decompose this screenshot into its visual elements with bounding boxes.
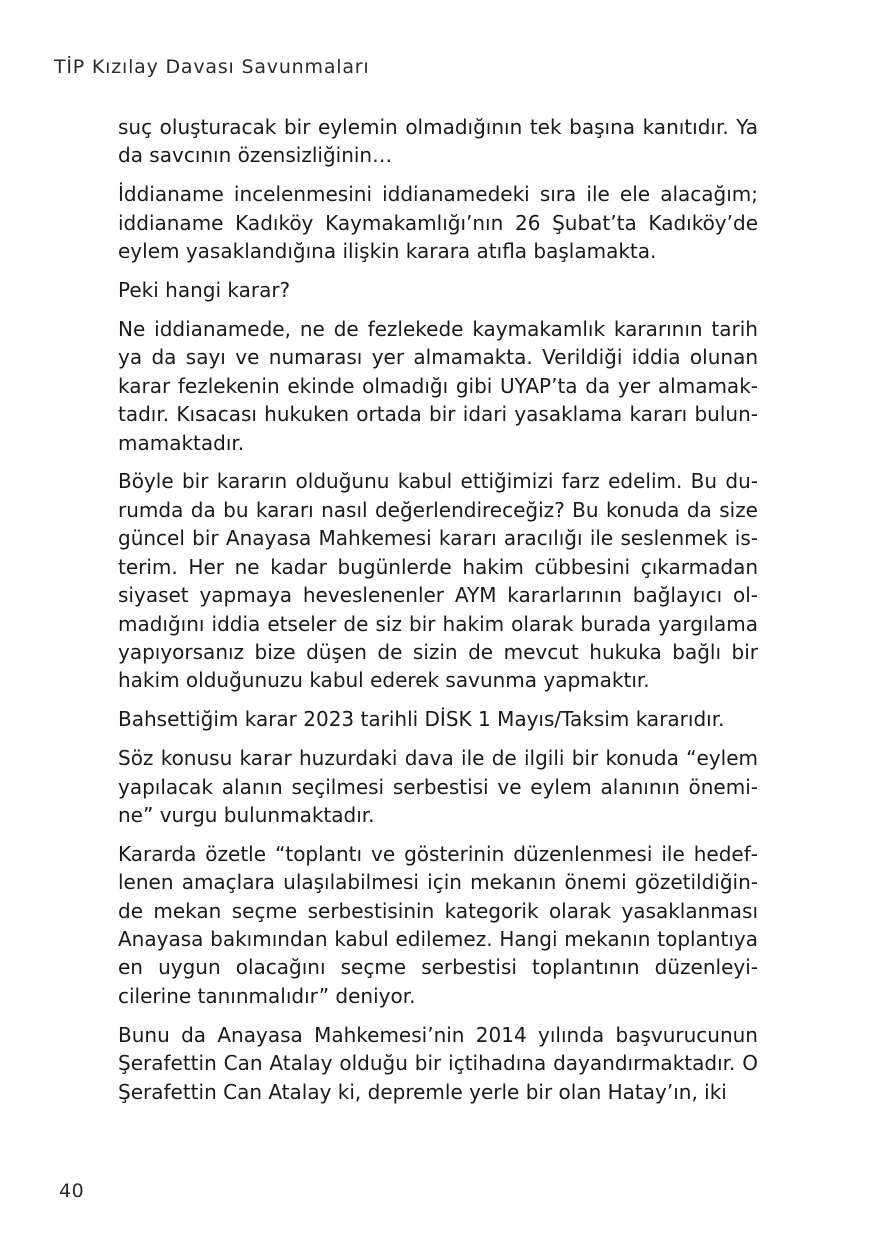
page-number: 40: [59, 1180, 85, 1202]
paragraph: Böyle bir kararın olduğunu kabul ettiğimizi farz edelim. Bu durumda da bu kararı nasıl değerlendireceğiz? Bu konuda da size güncel bir Anayasa Mahkemesi kararı aracılığı ile seslenmek isterim. Her ne kadar bugünlerde hakim cübbesini çıkarmadan siyaset yapmaya heveslenenler AYM kararlarının bağlayıcı olmadığını iddia etseler de siz bir hakim olarak burada yargılama yapıyorsanız bize düşen de sizin de mevcut hukuka bağlı bir hakim olduğunuzu kabul ederek savunma yapmaktır.: [118, 469, 758, 693]
paragraph: suç oluşturacak bir eylemin olmadığının tek başına kanıtıdır. Ya da savcının özensizliğinin…: [118, 115, 758, 168]
paragraph: Kararda özetle “toplantı ve gösterinin düzenlenmesi ile hedeflenen amaçlara ulaşılabilmesi için mekanın önemi gözetildiğinde mekan seçme serbestisinin kategorik olarak yasaklanması Anayasa bakımından kabul edilemez. Hangi mekanın toplantıya en uygun olacağını seçme serbestisi toplantının düzenleyicilerine tanınmalıdır” deniyor.: [118, 841, 758, 1008]
paragraph: İddianame incelenmesini iddianamedeki sıra ile ele alacağım; iddianame Kadıköy Kaymakamlığı’nın 26 Şubat’ta Kadıköy’de eylem yasaklandığına ilişkin karara atıfla başlamakta.: [118, 182, 758, 264]
running-header: TİP Kızılay Davası Savunmaları: [54, 56, 370, 78]
paragraph: Bahsettiğim karar 2023 tarihli DİSK 1 Mayıs/Taksim kararıdır.: [118, 707, 725, 732]
paragraph: Bunu da Anayasa Mahkemesi’nin 2014 yılında başvurucunun Şerafettin Can Atalay olduğu bir içtihadına dayandırmaktadır. O Şerafettin Can Atalay ki, depremle yerle bir olan Hatay’ın, iki: [118, 1022, 758, 1104]
paragraph: Peki hangi karar?: [118, 278, 291, 303]
paragraph: Ne iddianamede, ne de fezlekede kaymakamlık kararının tarih ya da sayı ve numarası yer almamakta. Verildiği iddia olunan karar fezlekenin ekinde olmadığı gibi UYAP’ta da yer almamaktadır. Kısacası hukuken ortada bir idari yasaklama kararı bulunmamaktadır.: [118, 316, 758, 455]
body-text: [118, 113, 758, 1117]
paragraph: Söz konusu karar huzurdaki dava ile de ilgili bir konuda “eylem yapılacak alanın seçilmesi serbestisi ve eylem alanının önemine” vurgu bulunmaktadır.: [118, 746, 758, 827]
